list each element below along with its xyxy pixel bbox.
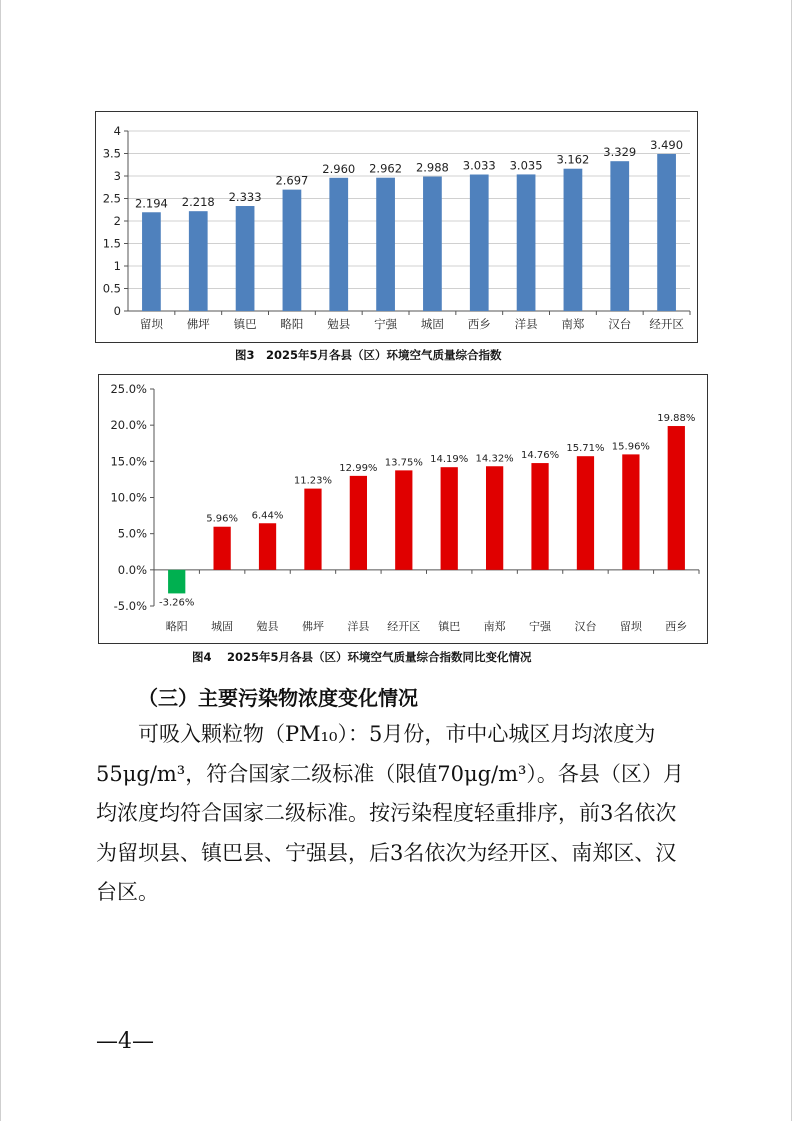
y-tick-label: 2 [113, 214, 121, 228]
y-tick-label: 1.5 [102, 236, 121, 251]
data-label: 2.218 [181, 195, 215, 210]
bar [531, 463, 548, 570]
data-label: 2.697 [275, 173, 309, 188]
data-label: 14.76% [520, 450, 560, 462]
category-label: 西乡 [467, 317, 491, 331]
data-label: 2.988 [415, 160, 449, 175]
data-label: 11.23% [293, 475, 333, 487]
data-label: 5.96% [206, 513, 239, 525]
category-label: 洋县 [514, 317, 538, 331]
figure3-caption: 图3 2025年5月各县（区）环境空气质量综合指数 [235, 348, 502, 362]
category-label: 镇巴 [233, 317, 257, 331]
bar [423, 177, 442, 311]
data-label: 3.033 [462, 158, 496, 173]
figure3-chart [95, 111, 698, 343]
category-label: 南郑 [483, 620, 506, 633]
y-tick-label: 5.0% [117, 526, 147, 541]
y-tick-label: 0 [113, 304, 121, 318]
category-label: 经开区 [649, 317, 684, 331]
body-paragraph [96, 715, 696, 913]
bar [376, 178, 395, 311]
bar [577, 456, 594, 570]
bar [213, 527, 230, 570]
data-label: 2.962 [369, 161, 403, 176]
category-label: 经开区 [387, 620, 421, 633]
bar [610, 161, 629, 311]
y-tick-label: 10.0% [110, 490, 147, 505]
y-tick-label: 1 [113, 259, 121, 273]
section-heading: （三）主要污染物浓度变化情况 [138, 686, 418, 710]
paragraph-text: 可吸入颗粒物（PM₁₀）：5月份，市中心城区月均浓度为55μg/m³，符合国家二级标准（限值70μg/m³）。各县（区）月均浓度均符合国家二级标准。按污染程度轻重排序，前3名依次为留坝县、镇巴县、宁强县，后3名依次为经开区、南郑区、汉台区。 [96, 722, 684, 904]
y-tick-label: 3 [113, 169, 121, 183]
category-label: 略阳 [280, 317, 304, 331]
category-label: 略阳 [165, 620, 188, 633]
data-label: 3.035 [509, 158, 543, 173]
data-label: 3.162 [556, 152, 590, 167]
data-label: 15.71% [566, 443, 605, 455]
data-label: 14.19% [430, 454, 469, 466]
bar [259, 523, 276, 570]
data-label: 3.490 [650, 137, 684, 152]
category-label: 佛坪 [186, 317, 210, 331]
data-label: 6.44% [251, 510, 284, 522]
data-label: 12.99% [339, 462, 378, 474]
data-label: 15.96% [611, 441, 650, 453]
category-label: 洋县 [347, 620, 370, 633]
category-label: 佛坪 [301, 620, 324, 633]
category-label: 宁强 [529, 620, 552, 633]
category-label: 留坝 [139, 317, 163, 331]
bar [668, 426, 685, 570]
bar [395, 470, 412, 569]
bar [283, 190, 302, 311]
data-label: -3.26% [159, 597, 195, 609]
y-tick-label: 3.5 [102, 146, 121, 161]
y-tick-label: 4 [113, 124, 121, 138]
y-tick-label: -5.0% [113, 599, 147, 613]
page-number: —4— [96, 1029, 154, 1054]
data-label: 14.32% [475, 453, 514, 465]
figure4-svg [99, 375, 707, 643]
data-label: 2.960 [322, 161, 356, 176]
bar [236, 206, 255, 311]
category-label: 勉县 [256, 620, 279, 633]
data-label: 2.333 [228, 190, 262, 205]
category-label: 镇巴 [438, 620, 461, 633]
data-label: 13.75% [384, 457, 423, 469]
figure4-caption: 图4 2025年5月各县（区）环境空气质量综合指数同比变化情况 [192, 650, 532, 664]
bar [517, 174, 536, 311]
y-tick-label: 25.0% [110, 382, 147, 396]
category-label: 宁强 [374, 317, 398, 331]
category-label: 城固 [420, 317, 444, 331]
y-tick-label: 15.0% [110, 454, 147, 469]
category-label: 留坝 [619, 620, 642, 633]
figure3-svg [96, 112, 697, 342]
category-label: 南郑 [561, 317, 585, 331]
category-label: 西乡 [665, 620, 688, 633]
y-tick-label: 0.5 [102, 281, 121, 296]
category-label: 城固 [211, 620, 234, 633]
category-label: 勉县 [327, 317, 351, 331]
bar [168, 570, 185, 594]
data-label: 2.194 [134, 196, 168, 211]
y-tick-label: 20.0% [110, 418, 147, 433]
data-label: 19.88% [657, 413, 696, 425]
bar [304, 489, 321, 570]
bar [486, 466, 503, 570]
bar [189, 211, 208, 311]
bar [564, 169, 583, 311]
bar [441, 467, 458, 570]
category-label: 汉台 [608, 317, 632, 331]
figure4-chart [98, 374, 708, 644]
bar [657, 154, 676, 311]
bar [350, 476, 367, 570]
category-label: 汉台 [574, 620, 597, 633]
bar [470, 175, 489, 311]
bar [329, 178, 348, 311]
data-label: 3.329 [603, 145, 637, 160]
y-tick-label: 2.5 [102, 191, 121, 206]
bar [622, 454, 639, 569]
y-tick-label: 0.0% [117, 562, 147, 577]
bar [142, 212, 161, 311]
